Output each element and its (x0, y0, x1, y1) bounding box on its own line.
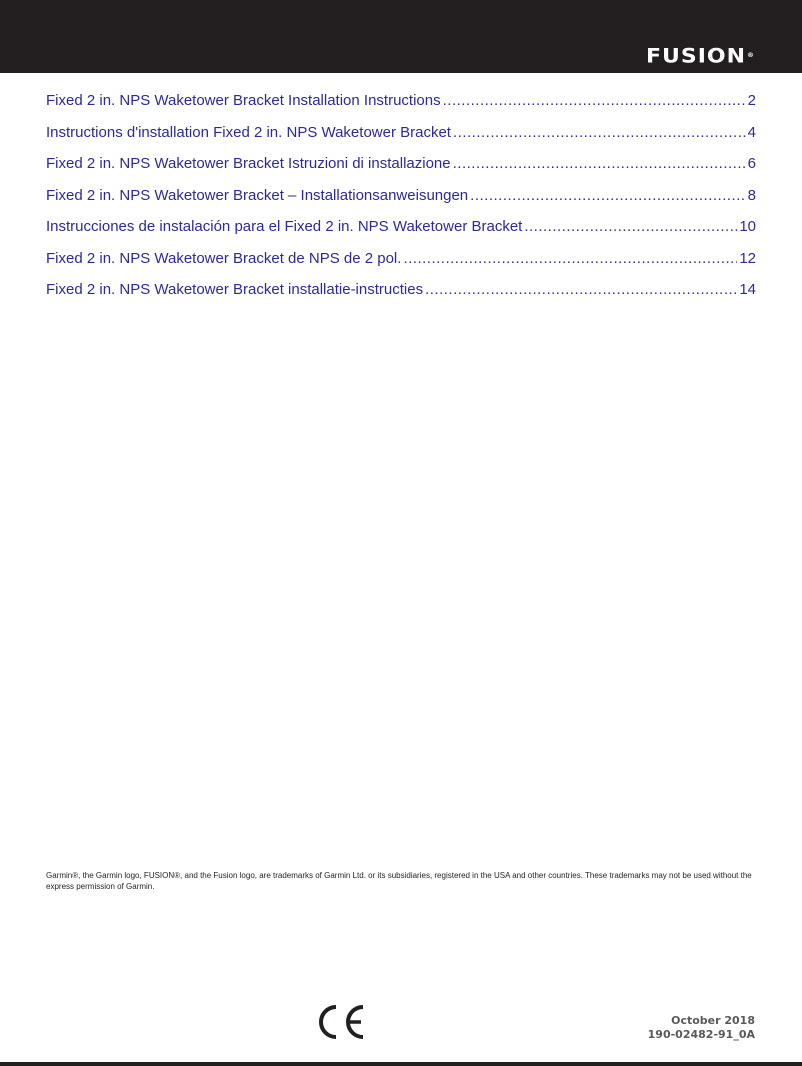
header-band (0, 0, 802, 73)
document-info (648, 1014, 755, 1042)
toc-page-number: 4 (747, 123, 756, 141)
fusion-logo (646, 47, 755, 67)
logo-text: FUSION (645, 45, 746, 68)
toc-title: Fixed 2 in. NPS Waketower Bracket de NPS de 2 pol. (46, 249, 402, 267)
toc-title: Fixed 2 in. NPS Waketower Bracket Installation Instructions (46, 92, 441, 109)
toc-entry-it[interactable] (46, 155, 756, 187)
toc-title: Instrucciones de instalación para el Fixed 2 in. NPS Waketower Bracket (46, 218, 523, 235)
toc-title: Fixed 2 in. NPS Waketower Bracket – Installationsanweisungen (46, 186, 469, 204)
toc-entry-de[interactable] (46, 187, 756, 219)
toc-leader-dots (453, 155, 746, 172)
toc-page-number: 14 (739, 281, 756, 298)
toc-entry-nl[interactable] (46, 281, 756, 313)
part-number: 190-02482-91_0A (647, 1028, 755, 1041)
toc-leader-dots (453, 124, 746, 141)
toc-entry-pt[interactable] (46, 250, 756, 282)
toc-page-number: 8 (747, 186, 756, 204)
publication-date: October 2018 (671, 1014, 755, 1027)
bottom-rule (0, 1062, 802, 1066)
toc-page-number: 10 (739, 218, 756, 235)
toc-entry-fr[interactable] (46, 124, 756, 156)
toc-page-number: 12 (739, 249, 756, 267)
toc-leader-dots (403, 250, 737, 267)
toc-leader-dots (470, 187, 746, 204)
toc-leader-dots (524, 218, 737, 235)
table-of-contents (46, 92, 756, 313)
trademark-notice: Garmin®, the Garmin logo, FUSION®, and the Fusion logo, are trademarks of Garmin Ltd. or its subsidiaries, registered in the USA and other countries. These trademarks may not be used without the express permission of Garmin. (46, 871, 752, 891)
logo-registered-mark: ® (747, 51, 755, 59)
toc-title: Fixed 2 in. NPS Waketower Bracket installatie-instructies (46, 281, 424, 298)
toc-page-number: 2 (747, 92, 756, 109)
toc-leader-dots (425, 281, 737, 298)
toc-leader-dots (443, 92, 746, 109)
ce-mark-icon (317, 1005, 365, 1039)
toc-entry-es[interactable] (46, 218, 756, 250)
toc-title: Fixed 2 in. NPS Waketower Bracket Istruzioni di installazione (46, 155, 451, 172)
toc-entry-en[interactable] (46, 92, 756, 124)
toc-title: Instructions d'installation Fixed 2 in. NPS Waketower Bracket (46, 123, 451, 141)
toc-page-number: 6 (747, 155, 756, 172)
